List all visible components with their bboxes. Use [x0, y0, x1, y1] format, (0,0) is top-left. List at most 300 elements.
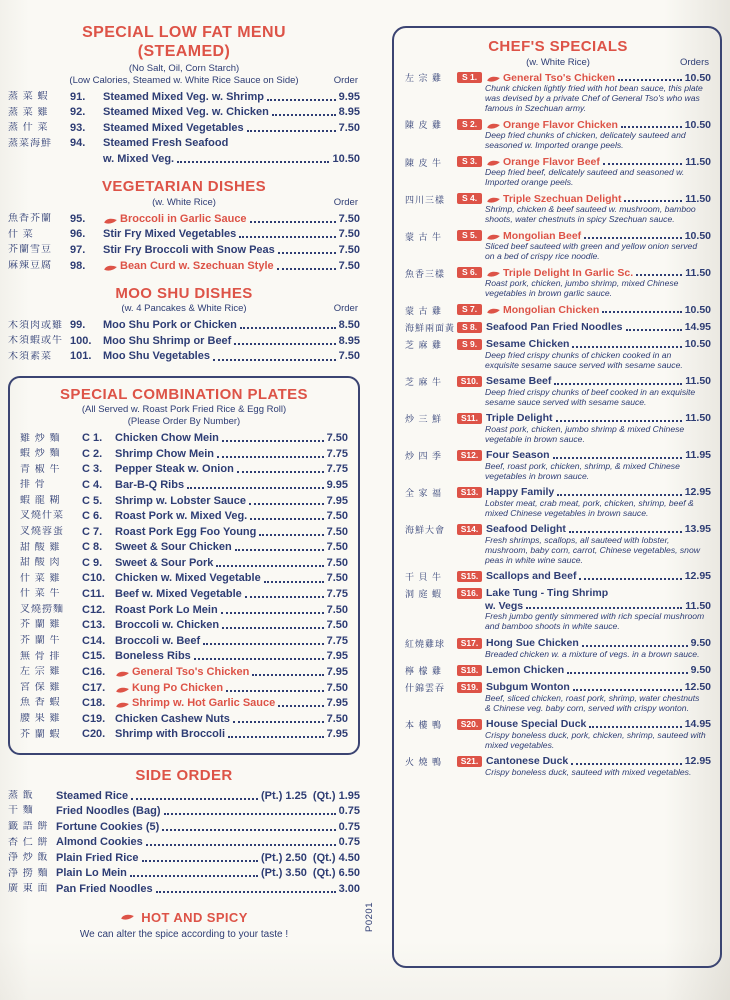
chinese-name: 海鮮大會	[405, 524, 446, 535]
item-number-badge: S11.	[457, 413, 482, 424]
item-name: Plain Fried Rice	[56, 851, 139, 864]
dotted-leader	[259, 534, 323, 536]
menu-item	[8, 121, 360, 135]
menu-row	[405, 664, 711, 677]
menu-row	[8, 259, 360, 273]
item-name: Bar-B-Q Ribs	[115, 478, 185, 491]
special-item	[405, 72, 711, 115]
menu-row	[8, 334, 360, 348]
item-price: 10.50	[684, 118, 711, 131]
menu-row	[20, 665, 348, 679]
item-name: Shrimp w. Lobster Sauce	[115, 494, 247, 507]
item-price: 7.75	[326, 463, 348, 476]
dotted-leader	[131, 798, 258, 800]
section-title: CHEF'S SPECIALS	[488, 38, 628, 55]
item-description: Deep fried crispy chunks of beef cooked in an exquisite sesame sauce served with sesame sauce.	[485, 386, 696, 407]
chinese-name: 雞 炒 麵	[20, 432, 61, 444]
item-name: Chicken Chow Mein	[115, 432, 219, 445]
chinese-name: 芥 蘭 雞	[20, 619, 61, 631]
chinese-name: 什 菜 雞	[20, 572, 61, 584]
dotted-leader	[278, 705, 323, 707]
menu-item	[20, 525, 348, 539]
menu-row	[8, 90, 360, 104]
left-column	[8, 24, 360, 940]
section-note-row	[8, 75, 360, 86]
item-price: 12.95	[684, 486, 711, 499]
hot-spicy-icon	[486, 196, 501, 204]
dotted-leader	[264, 581, 324, 583]
section-special-low-fat	[8, 24, 360, 166]
chinese-name: 蝦 龍 糊	[20, 494, 61, 506]
dotted-leader	[156, 891, 336, 893]
item-price: 7.50	[338, 259, 360, 272]
chinese-name: 芝 麻 牛	[405, 376, 443, 387]
order-column-label: Order	[333, 196, 358, 208]
item-number-badge: S 1.	[457, 72, 482, 83]
item-price: 7.95	[326, 650, 348, 663]
item-price: 7.50	[326, 572, 348, 585]
chinese-name: 叉燒撈麵	[20, 603, 64, 615]
chinese-name: 木須素菜	[8, 350, 52, 362]
menu-row	[8, 105, 360, 119]
item-price: 7.75	[326, 447, 348, 460]
special-item	[405, 375, 711, 408]
item-description: Fresh jumbo gently simmered with rich special mushroom and bamboo shoots in white sauce.	[485, 611, 705, 632]
hot-spicy-icon	[486, 233, 501, 241]
dotted-leader	[177, 161, 329, 163]
menu-row	[20, 447, 348, 461]
menu-row	[8, 804, 360, 818]
item-price: 11.95	[685, 449, 711, 462]
menu-item	[20, 603, 348, 617]
item-price: 11.50	[685, 599, 711, 612]
hot-and-spicy-label: HOT AND SPICY	[141, 910, 248, 926]
item-price: 7.95	[326, 697, 348, 710]
menu-item	[8, 835, 360, 849]
menu-item	[20, 618, 348, 632]
dotted-leader	[240, 327, 336, 329]
menu-item	[20, 556, 348, 570]
chinese-name: 左 宗 雞	[405, 73, 443, 84]
item-number: C14.	[82, 634, 106, 647]
special-item	[405, 412, 711, 445]
item-price: 7.50	[326, 432, 348, 445]
hot-spicy-icon	[103, 217, 118, 225]
item-number-badge: S 9.	[457, 339, 482, 350]
item-number: 94.	[70, 137, 86, 150]
item-name: Steamed Fresh Seafood	[103, 137, 229, 150]
menu-row	[405, 321, 711, 334]
dotted-leader	[247, 130, 336, 132]
hot-spicy-icon	[103, 264, 118, 272]
dotted-leader	[557, 494, 681, 496]
section-side-order	[8, 767, 360, 896]
item-number: 99.	[70, 319, 86, 332]
section-note-2: (Please Order By Number)	[127, 416, 241, 428]
chinese-name: 本 樓 鴨	[405, 719, 443, 730]
section-note: (w. White Rice)	[152, 196, 216, 208]
chinese-name: 什 菜 牛	[20, 588, 61, 600]
chinese-name: 什 菜	[8, 228, 34, 240]
dotted-leader	[618, 79, 682, 81]
chinese-name: 干 貝 牛	[405, 571, 443, 582]
item-price: 7.50	[326, 712, 348, 725]
dotted-leader	[228, 736, 324, 738]
item-name: Mongolian Beef	[503, 229, 582, 242]
item-price: 7.50	[326, 619, 348, 632]
dotted-leader	[582, 645, 688, 647]
item-description: Shrimp, chicken & beef sauteed w. mushroom, bamboo shoots, water chestnuts in spicy Szechuan sauce.	[485, 204, 696, 225]
item-name: Orange Flavor Chicken	[503, 118, 618, 131]
special-item	[405, 486, 711, 519]
menu-item	[20, 696, 348, 710]
menu-row	[8, 882, 360, 896]
menu-item	[20, 681, 348, 695]
item-price: 7.50	[326, 603, 348, 616]
dotted-leader	[573, 689, 682, 691]
item-name: Sesame Chicken	[486, 338, 570, 351]
dotted-leader	[602, 311, 681, 313]
menu-row	[8, 851, 360, 865]
item-description: Crispy boneless duck, pork, chicken, shrimp, sauteed with mixed vegetables.	[485, 729, 706, 750]
item-description: Lobster meat, crab meat, pork, chicken, shrimp, beef & mixed Chinese vegetables in brown sauce.	[485, 497, 694, 518]
chinese-name: 蒸 什 菜	[8, 122, 49, 134]
menu-row	[20, 525, 348, 539]
item-price: 12.50	[684, 681, 711, 694]
item-number-badge: S15.	[457, 571, 482, 582]
chinese-name: 檸 檬 雞	[405, 665, 443, 676]
dotted-leader	[584, 237, 682, 239]
section-note: (All Served w. Roast Pork Fried Rice & Egg Roll)	[81, 404, 287, 416]
hot-and-spicy-note	[8, 908, 360, 940]
dotted-leader	[567, 672, 687, 674]
item-name: Chicken w. Mixed Vegetable	[115, 572, 261, 585]
chinese-name: 籤 語 餅	[8, 820, 49, 832]
item-description: Breaded chicken w. a mixture of vegs. in a brown sauce.	[485, 648, 700, 659]
dotted-leader	[203, 643, 323, 645]
chinese-name: 紅燒雞球	[405, 638, 446, 649]
menu-item	[20, 494, 348, 508]
dotted-leader	[146, 844, 336, 846]
menu-row	[8, 835, 360, 849]
hot-spicy-icon	[486, 270, 501, 278]
item-description: Roast pork, chicken, jumbo shrimp & mixed Chinese vegetable in brown sauce.	[485, 423, 685, 444]
vegetarian-items	[8, 212, 360, 273]
menu-row	[8, 243, 360, 257]
item-price: 3.00	[338, 882, 360, 895]
chinese-name: 叉燒蓉蛋	[20, 526, 64, 537]
chinese-name: 魚香芥蘭	[8, 213, 52, 225]
dotted-leader	[130, 875, 258, 877]
item-name: Lake Tung - Ting Shrimp	[486, 587, 609, 600]
item-name: Scallops and Beef	[486, 570, 577, 583]
special-item	[405, 449, 711, 482]
chinese-name: 炒 三 鮮	[405, 413, 443, 424]
menu-row	[405, 570, 711, 583]
menu-row	[8, 227, 360, 241]
menu-row	[20, 618, 348, 632]
menu-row	[20, 556, 348, 570]
item-price: 10.50	[684, 229, 711, 242]
special-item	[405, 304, 711, 317]
item-price: 7.95	[326, 665, 348, 678]
menu-row	[20, 509, 348, 523]
item-name: Pan Fried Noodles	[56, 882, 153, 895]
item-description: Beef, sliced chicken, roast pork, shrimp, water chestnuts & Chinese veg. baby corn, served with crispy wonton.	[485, 692, 700, 713]
menu-row	[405, 449, 711, 462]
item-name: Shrimp with Broccoli	[115, 728, 226, 741]
section-title-steamed: (STEAMED)	[137, 42, 231, 60]
item-number-badge: S 2.	[457, 119, 482, 130]
item-price: 11.50	[685, 412, 711, 425]
menu-item	[20, 462, 348, 476]
section-note-row	[8, 303, 360, 314]
item-name: Bean Curd w. Szechuan Style	[120, 259, 274, 272]
item-number: 100.	[70, 334, 92, 347]
dotted-leader	[249, 503, 324, 505]
menu-row	[8, 212, 360, 226]
menu-item	[8, 227, 360, 241]
item-price: 11.50	[685, 266, 711, 279]
item-price: 7.50	[338, 350, 360, 363]
moo-shu-items	[8, 318, 360, 363]
order-column-label: Orders	[679, 56, 709, 68]
item-name: House Special Duck	[486, 718, 587, 731]
chinese-name: 左 宗 雞	[20, 666, 61, 678]
chinese-name: 干 麵	[8, 805, 34, 817]
item-number: C15.	[82, 650, 106, 663]
item-price: (Pt.) 1.25 (Qt.) 1.95	[260, 789, 360, 802]
dotted-leader	[237, 471, 324, 473]
menu-item	[8, 882, 360, 896]
menu-item	[8, 851, 360, 865]
menu-row	[20, 571, 348, 585]
item-price: 10.50	[684, 303, 711, 316]
menu-row	[20, 712, 348, 726]
menu-item	[20, 665, 348, 679]
item-price: 13.95	[684, 523, 711, 536]
item-price: 7.50	[326, 541, 348, 554]
menu-row	[20, 634, 348, 648]
item-price: 11.50	[685, 155, 711, 168]
dotted-leader	[624, 200, 682, 202]
item-price: 7.50	[326, 556, 348, 569]
item-number: C 3.	[82, 463, 103, 476]
menu-item	[8, 105, 360, 119]
item-price: 8.95	[338, 334, 360, 347]
section-moo-shu	[8, 285, 360, 364]
item-number-badge: S19.	[457, 682, 482, 693]
chinese-name: 木須蝦或牛	[8, 335, 63, 347]
menu-item	[8, 318, 360, 332]
item-number: 101.	[70, 350, 92, 363]
item-name: Sweet & Sour Chicken	[115, 541, 232, 554]
menu-item	[20, 478, 348, 492]
item-number-badge: S21.	[457, 756, 482, 767]
item-number: C 4.	[82, 478, 103, 491]
special-item	[405, 230, 711, 263]
menu-item	[8, 820, 360, 834]
section-title: VEGETARIAN DISHES	[101, 178, 267, 196]
chinese-name: 洞 庭 蝦	[405, 589, 443, 600]
dotted-leader	[250, 518, 323, 520]
dotted-leader	[162, 829, 335, 831]
item-number-badge: S12.	[457, 450, 482, 461]
item-number: C12.	[82, 603, 106, 616]
chinese-name: 叉燒什菜	[20, 510, 64, 522]
item-name: Hong Sue Chicken	[486, 636, 579, 649]
menu-item	[20, 447, 348, 461]
item-name: Fortune Cookies (5)	[56, 820, 160, 833]
hot-spicy-icon	[115, 686, 130, 694]
item-number: 98.	[70, 259, 86, 272]
item-price: 7.50	[338, 121, 360, 134]
item-name: Triple Delight	[486, 412, 553, 425]
item-number: C 1.	[82, 432, 103, 445]
item-number: C18.	[82, 697, 106, 710]
menu-row	[8, 318, 360, 332]
special-item	[405, 755, 711, 778]
dotted-leader	[250, 221, 336, 223]
item-name: Shrimp Chow Mein	[115, 447, 214, 460]
item-price: 7.50	[326, 681, 348, 694]
item-price: 7.50	[326, 510, 348, 523]
item-price: 9.50	[690, 663, 711, 676]
item-number: C 8.	[82, 541, 103, 554]
special-item	[405, 119, 711, 152]
menu-item	[8, 349, 360, 363]
item-price: 12.95	[684, 570, 711, 583]
item-number: C 2.	[82, 447, 103, 460]
order-column-label: Order	[333, 303, 358, 315]
item-name: Moo Shu Shrimp or Beef	[103, 334, 232, 347]
item-number: 96.	[70, 228, 86, 241]
dotted-leader	[252, 674, 323, 676]
section-title: SPECIAL COMBINATION PLATES	[60, 385, 308, 403]
item-number-badge: S 3.	[457, 156, 482, 167]
dotted-leader	[217, 456, 324, 458]
item-price: 7.50	[338, 228, 360, 241]
menu-item	[8, 243, 360, 257]
hot-and-spicy-text: We can alter the spice according to your taste !	[79, 929, 289, 941]
dotted-leader	[579, 578, 681, 580]
section-vegetarian	[8, 178, 360, 273]
chinese-name: 木須肉或雞	[8, 319, 63, 331]
menu-row	[20, 431, 348, 445]
menu-row	[20, 603, 348, 617]
hot-spicy-icon	[115, 701, 130, 709]
item-number: 91.	[70, 90, 86, 103]
item-name: Steamed Mixed Vegetables	[103, 121, 244, 134]
item-name: Roast Pork w. Mixed Veg.	[115, 510, 248, 523]
chinese-name: 青 椒 牛	[20, 463, 61, 475]
menu-row	[405, 304, 711, 317]
chinese-name: 甜 酸 肉	[20, 557, 61, 569]
item-price: 7.50	[338, 243, 360, 256]
menu-row	[405, 681, 711, 694]
item-description: Fresh shrimps, scallops, all sauteed with lobster, mushroom, baby corn, carrot, Chinese vegetables, snow peas in white wine sauce.	[485, 534, 700, 565]
chinese-name: 杏 仁 餅	[8, 836, 49, 848]
menu-row	[8, 349, 360, 363]
dotted-leader	[164, 813, 336, 815]
item-name: Broccoli w. Beef	[115, 634, 201, 647]
item-number: C16.	[82, 665, 106, 678]
dotted-leader	[213, 359, 336, 361]
menu-row	[20, 696, 348, 710]
item-name: Cantonese Duck	[486, 755, 569, 768]
dotted-leader	[239, 236, 335, 238]
menu-item	[20, 540, 348, 554]
menu-item	[8, 136, 360, 166]
item-description: Roast pork, chicken, jumbo shrimp, mixed Chinese vegetables in brown garlic sauce.	[485, 278, 679, 299]
print-code: P0201	[364, 902, 375, 932]
chinese-name: 蒸菜海鮮	[8, 137, 52, 149]
section-note: (No Salt, Oil, Corn Starch)	[128, 62, 240, 74]
menu-row	[405, 523, 711, 536]
dotted-leader	[222, 627, 323, 629]
menu-row	[405, 755, 711, 768]
menu-row	[405, 587, 711, 600]
item-name: Chicken Cashew Nuts	[115, 712, 230, 725]
menu-row	[8, 121, 360, 135]
item-price: 7.95	[326, 494, 348, 507]
item-name: Orange Flavor Beef	[503, 155, 600, 168]
item-name: Triple Szechuan Delight	[503, 192, 622, 205]
chinese-name: 蒙 古 牛	[405, 231, 443, 242]
item-number: C20.	[82, 728, 106, 741]
item-name: Beef w. Mixed Vegetable	[115, 588, 242, 601]
item-number: C 9.	[82, 556, 103, 569]
menu-item	[8, 866, 360, 880]
item-name: Boneless Ribs	[115, 650, 191, 663]
item-name: Seafood Pan Fried Noodles	[486, 320, 623, 333]
item-price: 0.75	[338, 836, 360, 849]
item-price: 7.50	[326, 525, 348, 538]
dotted-leader	[222, 440, 324, 442]
item-name: Moo Shu Vegetables	[103, 350, 210, 363]
item-name: Four Season	[486, 449, 550, 462]
item-name: Steamed Rice	[56, 789, 129, 802]
chinese-name: 蒸 菜 蝦	[8, 91, 49, 103]
item-number-badge: S16.	[457, 588, 482, 599]
menu-row	[405, 637, 711, 650]
combination-items	[20, 431, 348, 741]
item-price: (Pt.) 2.50 (Qt.) 4.50	[260, 851, 360, 864]
menu-row	[20, 727, 348, 741]
item-name-continued: w. Vegs	[485, 599, 524, 612]
chinese-name: 淨 炒 飯	[8, 852, 49, 864]
chinese-name: 魚 香 蝦	[20, 697, 61, 709]
menu-item	[8, 90, 360, 104]
item-name: Steamed Mixed Veg. w. Shrimp	[103, 90, 264, 103]
dotted-leader	[278, 252, 336, 254]
item-price: 0.75	[338, 805, 360, 818]
menu-row	[8, 136, 360, 150]
special-item	[405, 570, 711, 583]
special-item	[405, 267, 711, 300]
item-number: C 6.	[82, 510, 103, 523]
item-number-badge: S 7.	[457, 304, 482, 315]
low-fat-items	[8, 90, 360, 166]
item-number-badge: S 4.	[457, 193, 482, 204]
item-price: 14.95	[684, 718, 711, 731]
dotted-leader	[569, 531, 682, 533]
item-number-badge: S10.	[457, 376, 482, 387]
item-description: Beef, roast pork, chicken, shrimp, & mixed Chinese vegetables in brown sauce.	[485, 460, 680, 481]
special-item	[405, 637, 711, 660]
item-name: Almond Cookies	[56, 836, 143, 849]
chefs-specials-items	[405, 72, 711, 778]
